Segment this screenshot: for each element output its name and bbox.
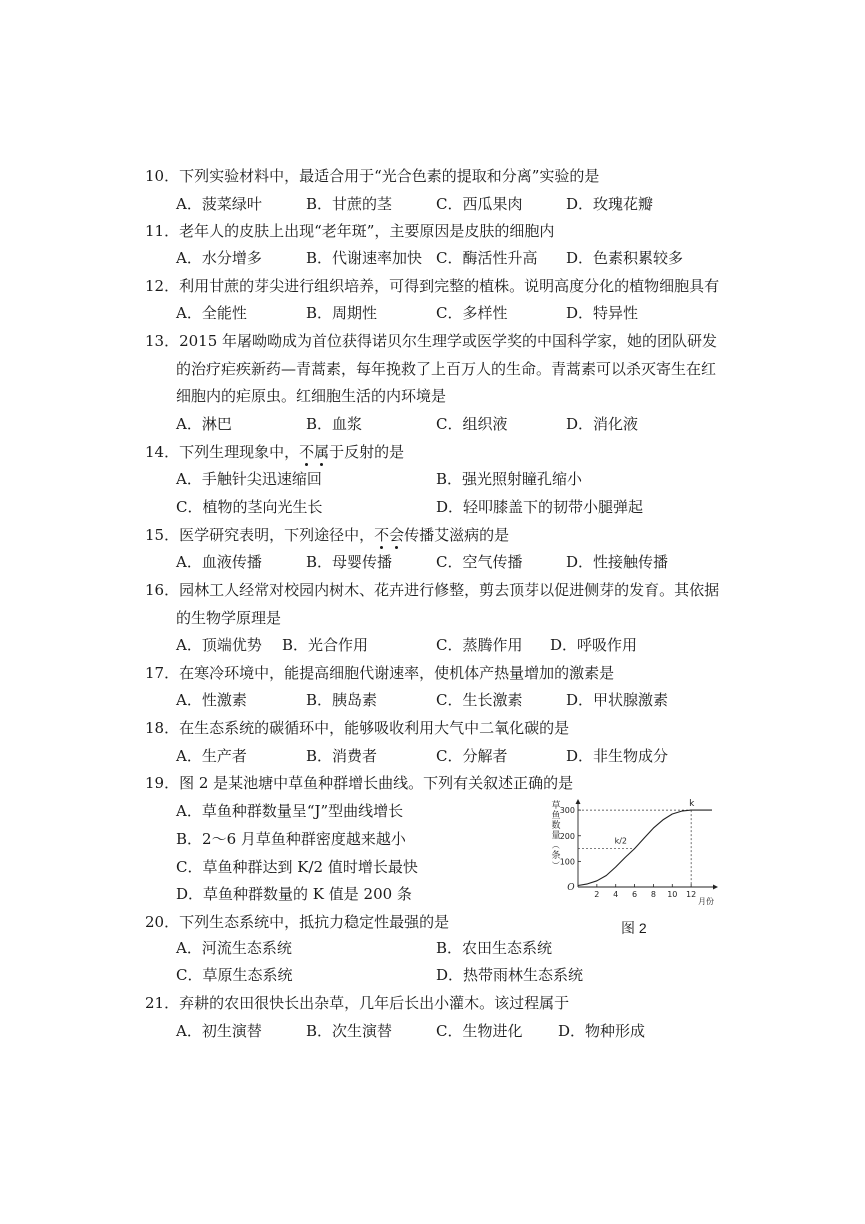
option-d: D．非生物成分	[566, 747, 669, 765]
question-14-stem	[145, 442, 404, 462]
growth-curve-chart	[545, 797, 720, 915]
chart-axes	[576, 799, 719, 890]
question-14-stem-post: 于反射的是	[329, 443, 405, 461]
option-d: D．轻叩膝盖下的韧带小腿弹起	[436, 498, 644, 516]
option-b: B．次生演替	[306, 1022, 393, 1040]
ylabel-char: （	[551, 841, 560, 849]
x-tick-label: 4	[613, 890, 619, 899]
option-b: B．血浆	[306, 415, 363, 433]
option-b: B．2～6 月草鱼种群密度越来越小	[176, 830, 406, 848]
question-11-options	[176, 248, 736, 268]
option-c: C．多样性	[436, 304, 508, 322]
question-15-options	[176, 552, 736, 572]
question-15-stem-post: 传播艾滋病的是	[404, 526, 510, 544]
question-13-stem-line-3: 细胞内的疟原虫。红细胞生活的内环境是	[176, 387, 447, 405]
option-b: B．光合作用	[282, 636, 369, 654]
ylabel-char: 条	[551, 851, 561, 861]
option-d: D．物种形成	[558, 1022, 646, 1040]
option-c: C．空气传播	[436, 553, 523, 571]
question-12-options	[176, 303, 736, 323]
option-d: D．消化液	[566, 415, 639, 433]
k-half-label: k/2	[614, 836, 627, 846]
question-13-stem-line-2: 的治疗疟疾新药—青蒿素，每年挽救了上百万人的生命。青蒿素可以杀灭寄生在红	[176, 360, 717, 378]
y-tick-label: 200	[559, 831, 575, 841]
figure-caption: 图 2	[621, 920, 647, 936]
question-11-stem: 11．老年人的皮肤上出现“老年斑”，主要原因是皮肤的细胞内	[145, 222, 555, 240]
question-15-stem	[145, 525, 509, 545]
option-c: C．酶活性升高	[436, 249, 538, 267]
option-c: C．生物进化	[436, 1022, 523, 1040]
option-d: D．性接触传播	[566, 553, 669, 571]
option-d: D．特异性	[566, 304, 639, 322]
x-tick-label: 6	[632, 890, 638, 899]
option-a: A．草鱼种群数量呈“J”型曲线增长	[176, 802, 404, 820]
question-14-options-row-1	[176, 469, 736, 489]
option-c: C．生长激素	[436, 691, 523, 709]
growth-curve	[578, 810, 712, 885]
option-b: B．胰岛素	[306, 691, 378, 709]
option-a: A．水分增多	[176, 249, 262, 267]
option-c: C．分解者	[436, 747, 508, 765]
option-a: A．初生演替	[176, 1022, 262, 1040]
option-c: C．植物的茎向光生长	[176, 498, 323, 516]
option-a: A．手触针尖迅速缩回	[176, 470, 322, 488]
question-18-options	[176, 746, 736, 766]
question-20-options-row-2	[176, 965, 736, 985]
option-c: C．组织液	[436, 415, 508, 433]
option-a: A．顶端优势	[176, 636, 262, 654]
option-c: C．西瓜果肉	[436, 195, 523, 213]
x-tick-label: 2	[594, 890, 600, 899]
question-14-options-row-2	[176, 497, 736, 517]
option-a: A．生产者	[176, 747, 247, 765]
option-d: D．热带雨林生态系统	[436, 966, 584, 984]
y-tick-label: 100	[559, 857, 575, 867]
option-a: A．淋巴	[176, 415, 232, 433]
emphasis-char: 会	[389, 526, 405, 544]
option-b: B．强光照射瞳孔缩小	[436, 470, 583, 488]
option-b: B．代谢速率加快	[306, 249, 423, 267]
option-a: A．血液传播	[176, 553, 262, 571]
x-axis-arrow	[713, 885, 718, 890]
option-b: B．农田生态系统	[436, 939, 553, 957]
x-tick-label: 10	[667, 890, 678, 899]
option-c: C．草鱼种群达到 K/2 值时增长最快	[176, 858, 418, 876]
origin-label: O	[567, 883, 575, 893]
option-d: D．呼吸作用	[550, 636, 638, 654]
question-13-options	[176, 414, 736, 434]
ylabel-char: 草	[551, 801, 561, 811]
question-21-options	[176, 1021, 736, 1041]
question-17-stem: 17．在寒冷环境中，能提高细胞代谢速率，使机体产热量增加的激素是	[145, 664, 615, 682]
question-16-options	[176, 635, 736, 655]
question-19-stem: 19．图 2 是某池塘中草鱼种群增长曲线。下列有关叙述正确的是	[145, 774, 574, 792]
option-b: B．甘蔗的茎	[306, 195, 393, 213]
emphasis-char: 不	[299, 443, 315, 461]
option-c: C．蒸腾作用	[436, 636, 523, 654]
option-b: B．周期性	[306, 304, 378, 322]
x-axis-label: 月份	[698, 897, 714, 906]
question-10-options	[176, 194, 736, 214]
option-d: D．甲状腺激素	[566, 691, 669, 709]
x-tick-label: 12	[686, 890, 697, 899]
option-a: A．性激素	[176, 691, 247, 709]
option-d: D．色素积累较多	[566, 249, 684, 267]
question-16-stem-line-1: 16．园林工人经常对校园内树木、花卉进行修整，剪去顶芽以促进侧芽的发育。其依据	[145, 581, 720, 599]
x-tick-label: 8	[650, 890, 656, 899]
question-12-stem: 12．利用甘蔗的芽尖进行组织培养，可得到完整的植株。说明高度分化的植物细胞具有	[145, 277, 720, 295]
option-a: A．菠菜绿叶	[176, 195, 262, 213]
question-17-options	[176, 690, 736, 710]
question-21-stem: 21．弃耕的农田很快长出杂草，几年后长出小灌木。该过程属于	[145, 994, 570, 1012]
question-20-options-row-1	[176, 938, 736, 958]
option-b: B．消费者	[306, 747, 378, 765]
option-d: D．玫瑰花瓣	[566, 195, 654, 213]
question-15-stem-pre: 15．医学研究表明，下列途径中，	[145, 526, 375, 544]
option-d: D．草鱼种群数量的 K 值是 200 条	[176, 885, 412, 903]
ylabel-char: 鱼	[551, 811, 561, 821]
option-a: A．全能性	[176, 304, 247, 322]
option-a: A．河流生态系统	[176, 939, 292, 957]
question-16-stem-line-2: 的生物学原理是	[176, 609, 282, 627]
emphasis-char: 属	[314, 443, 330, 461]
question-14-stem-pre: 14．下列生理现象中，	[145, 443, 300, 461]
chart-series	[578, 810, 712, 885]
question-18-stem: 18．在生态系统的碳循环中，能够吸收利用大气中二氧化碳的是	[145, 719, 570, 737]
y-tick-label: 300	[559, 806, 575, 816]
question-13-stem-line-1: 13．2015 年屠呦呦成为首位获得诺贝尔生理学或医学奖的中国科学家，她的团队研发	[145, 332, 718, 350]
question-10-stem: 10．下列实验材料中，最适合用于“光合色素的提取和分离”实验的是	[145, 167, 600, 185]
ylabel-char: 量	[551, 831, 561, 841]
emphasis-char: 不	[374, 526, 390, 544]
k-label: k	[689, 799, 695, 810]
y-axis-arrow	[576, 799, 581, 804]
ylabel-char: 数	[551, 821, 561, 831]
question-20-stem: 20．下列生态系统中，抵抗力稳定性最强的是	[145, 913, 450, 931]
option-b: B．母婴传播	[306, 553, 393, 571]
ylabel-char: ）	[551, 861, 560, 869]
option-c: C．草原生态系统	[176, 966, 293, 984]
